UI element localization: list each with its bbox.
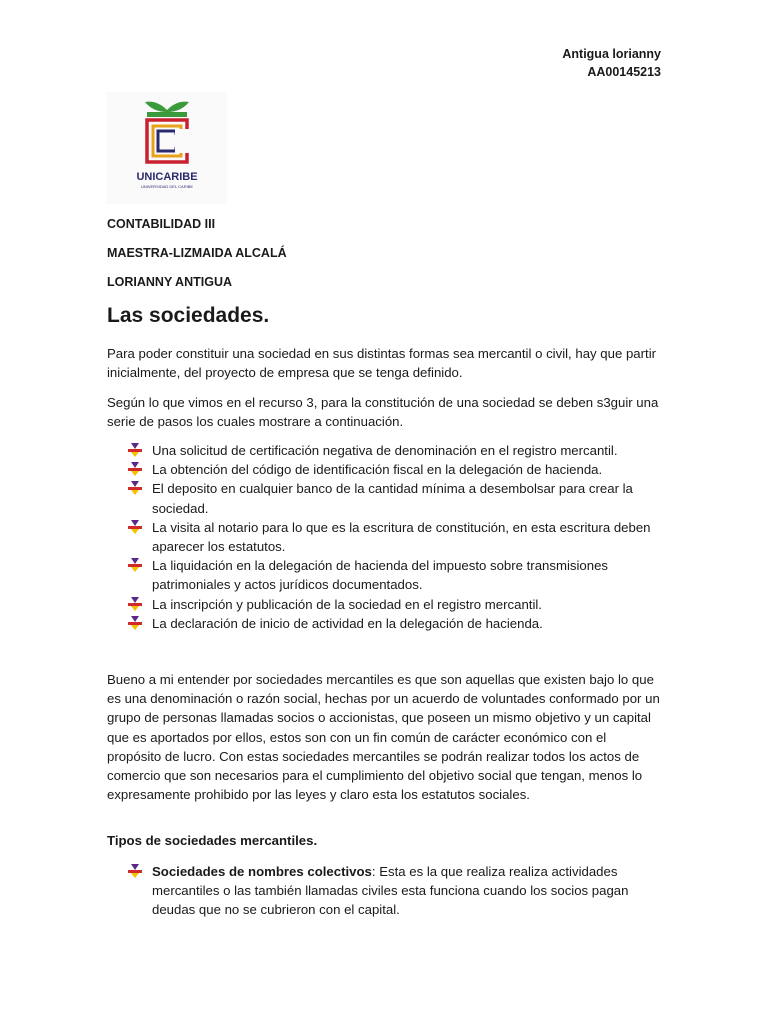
bullet-icon: [128, 462, 142, 476]
type-term: Sociedades de nombres colectivos: [152, 864, 372, 879]
list-item: [128, 441, 663, 460]
step-text: La inscripción y publicación de la sociedad en el registro mercantil.: [152, 596, 542, 612]
logo-wordmark: UNICARIBE: [136, 171, 198, 183]
list-item: [128, 862, 663, 920]
author-name: Antigua lorianny: [562, 47, 661, 61]
list-item: [128, 595, 663, 614]
document-header: [562, 45, 661, 81]
step-text: La obtención del código de identificación fiscal en la delegación de hacienda.: [152, 462, 603, 478]
bullet-icon: [128, 864, 142, 878]
logo-emblem-icon: [107, 92, 227, 204]
body-paragraph: Bueno a mi entender por sociedades mercantiles es que son aquellas que existen bajo lo que es una denominación o razón social, hechas por un acuerdo de voluntades conformado por un grupo de personas llamadas socios o accionistas, que poseen un mismo objetivo y un capital que es aportados por ellos, estos son con un fin común de carácter económico con el propósito de lucro. Con estas sociedades mercantiles se podrán realizar todos los actos de comercio que son necesarios para el cumplimiento del objetivo social que tengan, menos lo expresamente prohibido por las leyes y claro esta los estatutos sociales.: [107, 672, 660, 803]
type-description: : Esta es la que realiza realiza actividades mercantiles o las también llamadas civiles esta funciona cuando los socios pagan deudas que no se cubrieron con el capital.: [152, 864, 629, 918]
list-item: [128, 479, 663, 517]
course-name: CONTABILIDAD III: [107, 217, 216, 231]
student-name: LORIANNY ANTIGUA: [107, 275, 232, 289]
step-text: La visita al notario para lo que es la escritura de constitución, en esta escritura deben aparecer los estatutos.: [152, 519, 651, 555]
types-heading: Tipos de sociedades mercantiles.: [107, 833, 318, 848]
list-item: [128, 556, 663, 594]
step-text: La liquidación en la delegación de hacienda del impuesto sobre transmisiones patrimoniales y actos jurídicos documentados.: [152, 558, 608, 593]
list-item: [128, 518, 663, 556]
steps-list: [128, 441, 663, 633]
list-item: [128, 460, 663, 479]
bullet-icon: [128, 597, 142, 611]
step-text: La declaración de inicio de actividad en la delegación de hacienda.: [152, 615, 543, 631]
intro-paragraph-2: Según lo que vimos en el recurso 3, para la constitución de una sociedad se deben s3guir una serie de pasos los cuales mostrare a continuación.: [107, 395, 659, 430]
document-title: Las sociedades.: [107, 304, 270, 327]
bullet-icon: [128, 443, 142, 457]
student-id: AA00145213: [587, 65, 661, 79]
intro-paragraph-1: Para poder constituir una sociedad en sus distintas formas sea mercantil o civil, hay que partir inicialmente, del proyecto de empresa que se tenga definido.: [107, 346, 657, 381]
types-list: [128, 862, 663, 920]
bullet-icon: [128, 481, 142, 495]
bullet-icon: [128, 616, 142, 630]
teacher-name: MAESTRA-LIZMAIDA ALCALÁ: [107, 246, 287, 260]
bullet-icon: [128, 558, 142, 572]
list-item: [128, 614, 663, 633]
step-text: El deposito en cualquier banco de la cantidad mínima a desembolsar para crear la sociedad.: [152, 481, 633, 516]
logo-tagline: UNIVERSIDAD DEL CARIBE: [140, 184, 194, 189]
unicaribe-logo: [107, 92, 227, 204]
bullet-icon: [128, 520, 142, 534]
step-text: Una solicitud de certificación negativa de denominación en el registro mercantil.: [152, 443, 618, 458]
